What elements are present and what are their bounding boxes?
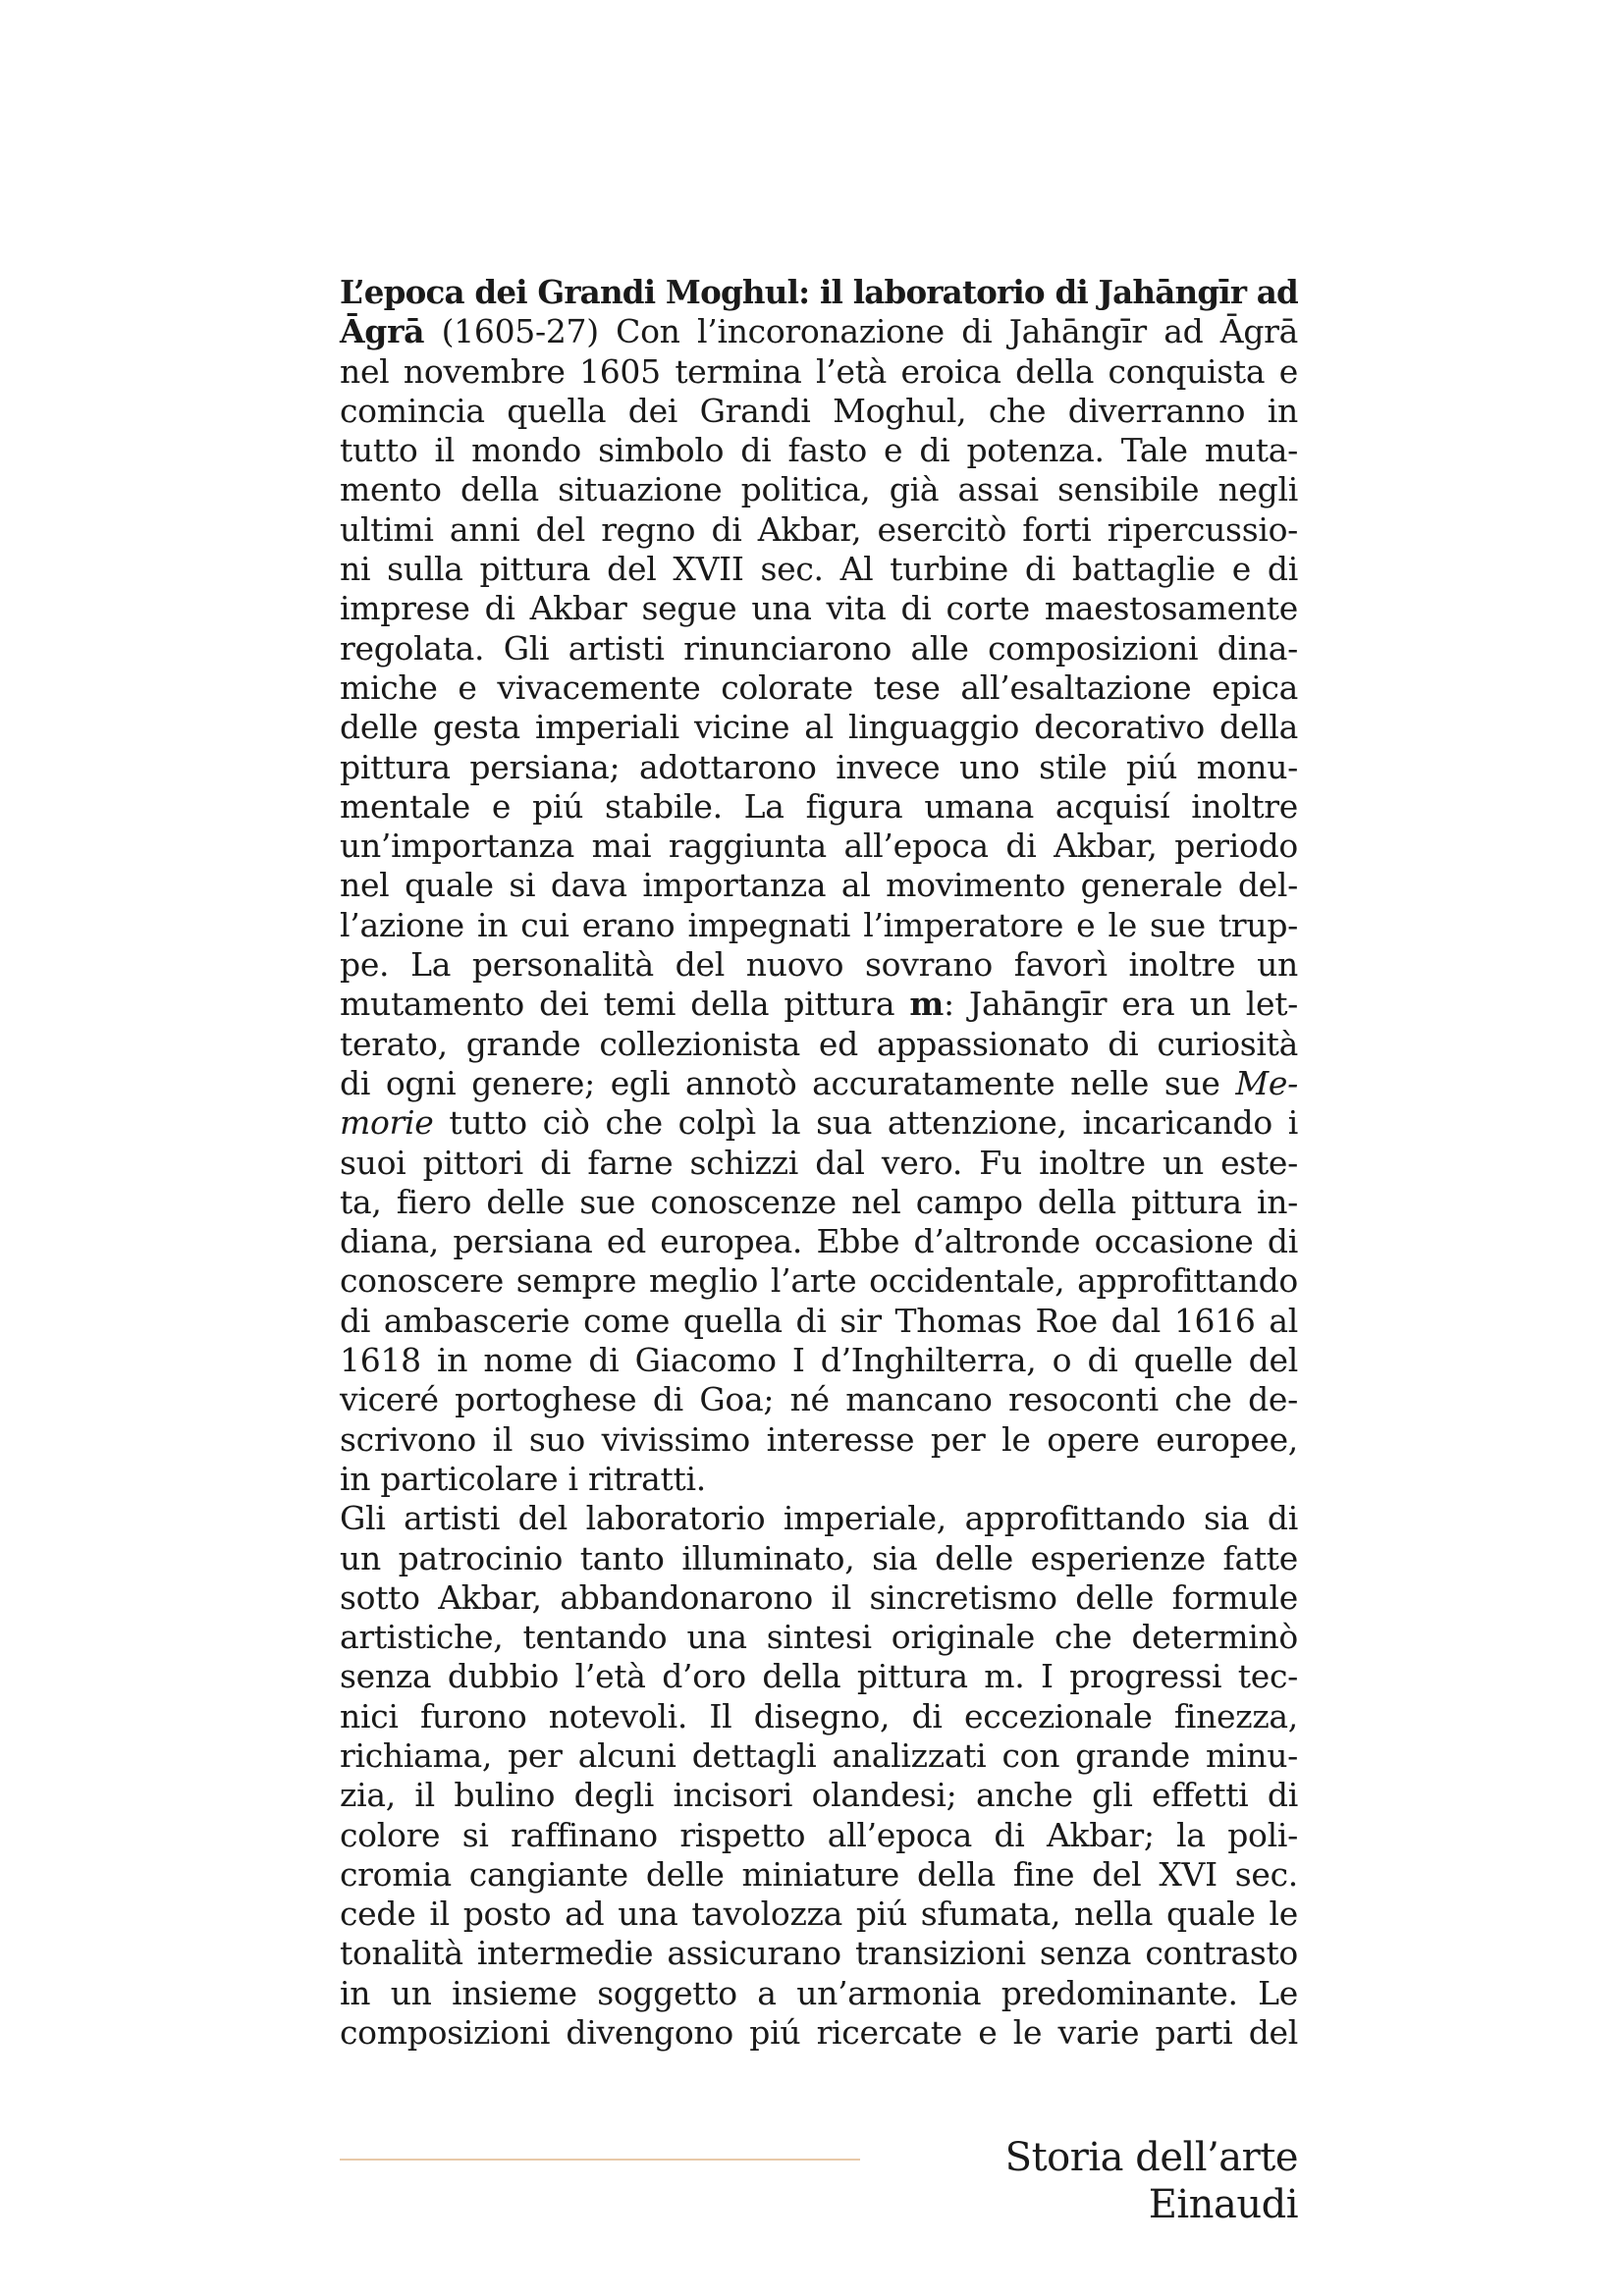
paragraph-end-line: in particolare i ritratti. xyxy=(340,1459,706,1498)
body-line: composizioni divengono piú ricercate e le varie parti del xyxy=(340,2013,1298,2053)
body-text: di ogni genere; egli annotò accuratamente nelle sue xyxy=(340,1063,1236,1102)
heading-continuation: Āgrā xyxy=(340,312,425,351)
body-line: miche e vivacemente colorate tese all’esaltazione epica xyxy=(340,667,1298,707)
body-line: suoi pittori di farne schizzi dal vero. Fu inoltre un este- xyxy=(340,1143,1298,1182)
body-line xyxy=(340,985,1298,1024)
body-line: cede il posto ad una tavolozza piú sfumata, nella quale le xyxy=(340,1895,1298,1934)
body-line: in un insieme soggetto a un’armonia predominante. Le xyxy=(340,1973,1298,2012)
body-line: 1618 in nome di Giacomo I d’Inghilterra, o di quelle del xyxy=(340,1341,1298,1380)
body-line: regolata. Gli artisti rinunciarono alle composizioni dina- xyxy=(340,628,1298,667)
body-line: pe. La personalità del nuovo sovrano favorì inoltre un xyxy=(340,945,1298,985)
body-line: delle gesta imperiali vicine al linguaggio decorativo della xyxy=(340,708,1298,747)
body-line: diana, persiana ed europea. Ebbe d’altronde occasione di xyxy=(340,1222,1298,1261)
body-line: richiama, per alcuni dettagli analizzati con grande minu- xyxy=(340,1735,1298,1775)
body-line: ni sulla pittura del XVII sec. Al turbine di battaglie e di xyxy=(340,550,1298,589)
footer-divider xyxy=(340,2159,860,2161)
body-line: mentale e piú stabile. La figura umana acquisí inoltre xyxy=(340,786,1298,826)
body-line: viceré portoghese di Goa; né mancano resoconti che de- xyxy=(340,1380,1298,1419)
body-line: un patrocinio tanto illuminato, sia delle esperienze fatte xyxy=(340,1538,1298,1577)
body-line: imprese di Akbar segue una vita di corte maestosamente xyxy=(340,589,1298,628)
body-text: : Jahāngīr era un let- xyxy=(944,985,1299,1024)
body-line: conoscere sempre meglio l’arte occidentale, approfittando xyxy=(340,1261,1298,1301)
body-line: un’importanza mai raggiunta all’epoca di Akbar, periodo xyxy=(340,827,1298,866)
body-line: mento della situazione politica, già assai sensibile negli xyxy=(340,470,1298,509)
body-line: cromia cangiante delle miniature della fine del XVI sec. xyxy=(340,1854,1298,1894)
article-heading: L’epoca dei Grandi Moghul: il laboratorio di Jahāngīr ad xyxy=(340,273,1298,311)
body-line: sotto Akbar, abbandonarono il sincretismo delle formule xyxy=(340,1577,1298,1617)
body-line: ta, fiero delle sue conoscenze nel campo della pittura in- xyxy=(340,1182,1298,1221)
body-line: pittura persiana; adottarono invece uno stile piú monu- xyxy=(340,747,1298,786)
body-line: ultimi anni del regno di Akbar, esercitò forti ripercussio- xyxy=(340,509,1298,549)
body-line: di ambascerie come quella di sir Thomas Roe dal 1616 al xyxy=(340,1301,1298,1340)
book-title-italic: Me- xyxy=(1235,1063,1298,1102)
body-text: tutto ciò che colpì la sua attenzione, incaricando i xyxy=(433,1103,1298,1143)
body-line: nel quale si dava importanza al movimento generale del- xyxy=(340,866,1298,905)
body-line: tutto il mondo simbolo di fasto e di potenza. Tale muta- xyxy=(340,431,1298,470)
body-line xyxy=(340,1103,1298,1143)
body-line: scrivono il suo vivissimo interesse per le opere europee, xyxy=(340,1419,1298,1459)
body-line: senza dubbio l’età d’oro della pittura m. I progressi tec- xyxy=(340,1657,1298,1696)
body-line: zia, il bulino degli incisori olandesi; anche gli effetti di xyxy=(340,1776,1298,1815)
body-text: mutamento dei temi della pittura xyxy=(340,985,910,1024)
body-line: terato, grande collezionista ed appassionato di curiosità xyxy=(340,1024,1298,1063)
article-body xyxy=(340,273,1298,2053)
body-line: l’azione in cui erano impegnati l’imperatore e le sue trup- xyxy=(340,905,1298,944)
body-line: comincia quella dei Grandi Moghul, che diverranno in xyxy=(340,391,1298,430)
body-line: Gli artisti del laboratorio imperiale, approfittando sia di xyxy=(340,1499,1298,1538)
body-text: (1605-27) Con l’incoronazione di Jahāngīr ad Āgrā xyxy=(424,312,1298,351)
body-line: colore si raffinano rispetto all’epoca di Akbar; la poli- xyxy=(340,1815,1298,1854)
abbreviation-bold: m xyxy=(909,985,945,1024)
body-line xyxy=(340,1064,1298,1103)
footer-publication-title: Storia dell’arte Einaudi xyxy=(1004,2135,1298,2227)
body-line: nel novembre 1605 termina l’età eroica della conquista e xyxy=(340,351,1298,391)
body-line: artistiche, tentando una sintesi originale che determinò xyxy=(340,1618,1298,1657)
body-line: nici furono notevoli. Il disegno, di eccezionale finezza, xyxy=(340,1696,1298,1735)
body-line: tonalità intermedie assicurano transizioni senza contrasto xyxy=(340,1934,1298,1973)
book-title-italic: morie xyxy=(340,1103,434,1143)
body-line xyxy=(340,312,1298,351)
